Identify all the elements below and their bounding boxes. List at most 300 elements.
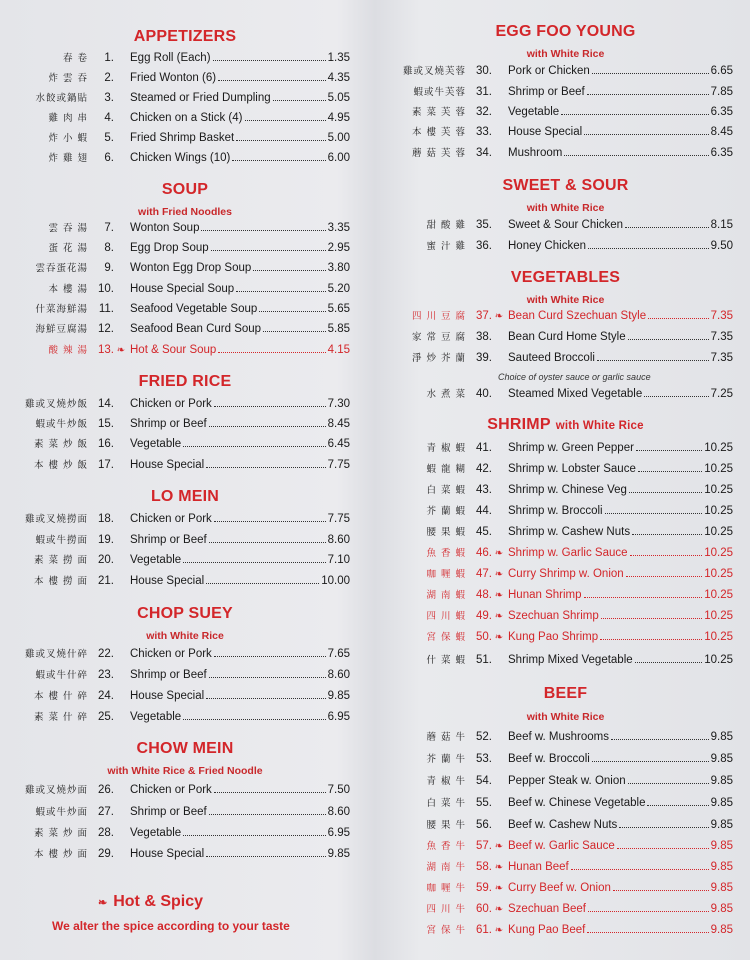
dot-leader xyxy=(588,248,709,249)
section-title-text: SHRIMP xyxy=(487,416,551,433)
menu-item xyxy=(20,70,350,88)
item-number: 23. xyxy=(98,669,114,681)
dot-leader xyxy=(561,114,708,115)
dot-leader xyxy=(644,396,708,397)
item-number: 55. xyxy=(476,797,492,809)
item-price: 2.95 xyxy=(327,242,350,254)
chili-pepper-icon: ❧ xyxy=(494,311,504,322)
item-number: 8. xyxy=(104,242,114,254)
chinese-name: 本 樓 什 碎 xyxy=(33,691,88,702)
item-price: 4.95 xyxy=(327,112,350,124)
item-name: Shrimp or Beef xyxy=(130,418,207,430)
dot-leader xyxy=(628,339,709,340)
section-title xyxy=(398,177,733,195)
chili-pepper-icon: ❧ xyxy=(494,841,504,852)
hot-spicy-label: Hot & Spicy xyxy=(113,893,204,910)
menu-item xyxy=(20,846,350,864)
item-name: House Special xyxy=(130,848,205,860)
chinese-name: 蘑 菇 牛 xyxy=(426,732,466,743)
dot-leader xyxy=(605,513,703,514)
chinese-name: 蝦或牛炒面 xyxy=(35,807,88,818)
item-number: 24. xyxy=(98,690,114,702)
dot-leader xyxy=(211,250,326,251)
item-name: Vegetable xyxy=(130,554,182,566)
menu-item xyxy=(398,440,733,458)
menu-item xyxy=(398,104,733,122)
chinese-name: 雞 肉 串 xyxy=(48,113,88,124)
item-number: 30. xyxy=(476,65,492,77)
chinese-name: 家 常 豆 腐 xyxy=(411,332,466,343)
item-name: Bean Curd Home Style xyxy=(508,331,626,343)
item-price: 10.25 xyxy=(704,463,733,475)
section-title xyxy=(20,181,350,199)
dot-leader xyxy=(214,406,326,407)
section-subtitle: with White Rice & Fried Noodle xyxy=(107,765,263,777)
item-price: 6.35 xyxy=(710,106,733,118)
chinese-name: 蝦或牛撈面 xyxy=(35,535,88,546)
chinese-name: 四 川 蝦 xyxy=(426,611,466,622)
item-number: 35. xyxy=(476,219,492,231)
chinese-name: 本 樓 炒 面 xyxy=(33,849,88,860)
item-number: 20. xyxy=(98,554,114,566)
item-number: 18. xyxy=(98,513,114,525)
chinese-name: 什菜海鮮湯 xyxy=(35,304,88,315)
item-price: 9.85 xyxy=(710,819,733,831)
menu-item xyxy=(20,321,350,339)
item-price: 5.85 xyxy=(327,323,350,335)
chinese-name: 水 煮 菜 xyxy=(426,389,466,400)
chili-pepper-icon: ❧ xyxy=(98,897,108,909)
dot-leader xyxy=(601,618,702,619)
menu-item xyxy=(20,436,350,454)
menu-item xyxy=(398,587,733,605)
dot-leader xyxy=(209,426,326,427)
item-price: 9.85 xyxy=(327,848,350,860)
section-title xyxy=(20,373,350,391)
dot-leader xyxy=(183,719,325,720)
menu-item xyxy=(398,545,733,563)
item-price: 8.45 xyxy=(327,418,350,430)
section-subtitle: with White Rice xyxy=(146,630,224,642)
chinese-name: 什 菜 蝦 xyxy=(426,655,466,666)
item-number: 7. xyxy=(104,222,114,234)
dot-leader xyxy=(218,80,326,81)
menu-item xyxy=(20,150,350,168)
item-name: Shrimp w. Garlic Sauce xyxy=(508,547,628,559)
chinese-name: 素 菜 炒 面 xyxy=(33,828,88,839)
menu-item xyxy=(398,922,733,940)
menu-item xyxy=(20,688,350,706)
dot-leader xyxy=(206,583,319,584)
item-number: 52. xyxy=(476,731,492,743)
item-number: 17. xyxy=(98,459,114,471)
item-name: Egg Drop Soup xyxy=(130,242,209,254)
item-price: 4.15 xyxy=(327,344,350,356)
item-name: Kung Pao Shrimp xyxy=(508,631,599,643)
menu-item xyxy=(20,240,350,258)
menu-item xyxy=(20,573,350,591)
item-price: 7.85 xyxy=(710,86,733,98)
item-number: 11. xyxy=(98,303,114,315)
menu-item xyxy=(398,63,733,81)
menu-item xyxy=(398,145,733,163)
item-price: 7.35 xyxy=(710,310,733,322)
item-name: Shrimp or Beef xyxy=(130,806,207,818)
item-price: 7.25 xyxy=(710,388,733,400)
dot-leader xyxy=(629,492,702,493)
item-name: Curry Shrimp w. Onion xyxy=(508,568,624,580)
item-number: 27. xyxy=(98,806,114,818)
item-price: 5.00 xyxy=(327,132,350,144)
item-price: 5.05 xyxy=(327,92,350,104)
menu-item xyxy=(398,329,733,347)
dot-leader xyxy=(183,446,325,447)
dot-leader xyxy=(209,814,326,815)
dot-leader xyxy=(613,890,709,891)
menu-item xyxy=(20,90,350,108)
chinese-name: 本 樓 芙 蓉 xyxy=(411,127,466,138)
item-name: Shrimp w. Green Pepper xyxy=(508,442,634,454)
section-subtitle: with White Rice xyxy=(526,294,605,306)
item-name: Vegetable xyxy=(508,106,560,118)
item-name: Kung Pao Beef xyxy=(508,924,586,936)
item-name: Vegetable xyxy=(130,827,182,839)
item-price: 10.25 xyxy=(704,547,733,559)
item-number: 61. xyxy=(476,924,492,936)
spice-note: We alter the spice according to your taste xyxy=(52,919,290,933)
item-name: Shrimp or Beef xyxy=(130,669,207,681)
chinese-name: 甜 酸 雞 xyxy=(426,220,466,231)
item-name: Shrimp w. Broccoli xyxy=(508,505,603,517)
section-title-text: APPETIZERS xyxy=(133,28,237,45)
menu-item xyxy=(20,50,350,68)
chinese-name: 素 菜 什 碎 xyxy=(33,712,88,723)
item-number: 21. xyxy=(98,575,114,587)
menu-item xyxy=(398,838,733,856)
section-title xyxy=(398,23,733,41)
dot-leader xyxy=(201,230,325,231)
item-number: 42. xyxy=(476,463,492,475)
item-name: Pork or Chicken xyxy=(508,65,590,77)
item-price: 9.85 xyxy=(327,690,350,702)
item-number: 10. xyxy=(98,283,114,295)
section-title xyxy=(20,740,350,758)
section-title-text: CHOP SUEY xyxy=(137,605,233,622)
chinese-name: 腰 果 牛 xyxy=(426,820,466,831)
chinese-name: 蘑 菇 芙 蓉 xyxy=(411,148,466,159)
dot-leader xyxy=(588,911,709,912)
chili-pepper-icon: ❧ xyxy=(494,904,504,915)
chinese-name: 酸 辣 湯 xyxy=(48,345,88,356)
item-price: 5.65 xyxy=(327,303,350,315)
item-number: 13. xyxy=(98,344,114,356)
dot-leader xyxy=(597,360,709,361)
item-price: 5.20 xyxy=(327,283,350,295)
dot-leader xyxy=(647,805,708,806)
chinese-name: 魚 香 牛 xyxy=(426,841,466,852)
item-name: Shrimp w. Chinese Veg xyxy=(508,484,627,496)
item-number: 58. xyxy=(476,861,492,873)
item-price: 9.85 xyxy=(710,903,733,915)
chinese-name: 青 椒 牛 xyxy=(426,776,466,787)
chili-pepper-icon: ❧ xyxy=(494,925,504,936)
item-name: Pepper Steak w. Onion xyxy=(508,775,626,787)
menu-item xyxy=(20,342,350,360)
item-number: 33. xyxy=(476,126,492,138)
dot-leader xyxy=(625,227,709,228)
menu-item xyxy=(20,511,350,529)
item-price: 10.25 xyxy=(704,631,733,643)
item-number: 43. xyxy=(476,484,492,496)
item-number: 40. xyxy=(476,388,492,400)
menu-item xyxy=(398,773,733,791)
section-title xyxy=(398,269,733,287)
item-number: 5. xyxy=(104,132,114,144)
chinese-name: 雞或叉燒芙蓉 xyxy=(402,66,466,77)
section-title xyxy=(20,28,350,46)
item-price: 6.35 xyxy=(710,147,733,159)
item-number: 31. xyxy=(476,86,492,98)
chinese-name: 蝦或牛芙蓉 xyxy=(413,87,466,98)
item-price: 9.85 xyxy=(710,840,733,852)
item-number: 1. xyxy=(104,52,114,64)
chinese-name: 四 川 豆 腐 xyxy=(411,311,466,322)
item-number: 19. xyxy=(98,534,114,546)
menu-item xyxy=(20,532,350,550)
menu-item xyxy=(398,524,733,542)
dot-leader xyxy=(209,677,326,678)
dot-leader xyxy=(584,134,708,135)
menu-item xyxy=(20,709,350,727)
item-number: 6. xyxy=(104,152,114,164)
item-number: 38. xyxy=(476,331,492,343)
item-name: Fried Shrimp Basket xyxy=(130,132,235,144)
menu-item xyxy=(20,110,350,128)
item-price: 8.60 xyxy=(327,806,350,818)
item-name: Bean Curd Szechuan Style xyxy=(508,310,647,322)
dot-leader xyxy=(592,761,709,762)
item-name: Shrimp or Beef xyxy=(130,534,207,546)
item-name: House Special xyxy=(130,459,205,471)
item-price: 10.25 xyxy=(704,442,733,454)
item-price: 10.25 xyxy=(704,610,733,622)
dot-leader xyxy=(632,534,702,535)
item-number: 34. xyxy=(476,147,492,159)
menu-item xyxy=(398,350,733,368)
item-number: 57. xyxy=(476,840,492,852)
chinese-name: 魚 香 蝦 xyxy=(426,548,466,559)
menu-item xyxy=(398,124,733,142)
menu-item xyxy=(398,817,733,835)
item-number: 36. xyxy=(476,240,492,252)
chinese-name: 宮 保 蝦 xyxy=(426,632,466,643)
dot-leader xyxy=(214,792,326,793)
dot-leader xyxy=(183,562,325,563)
dot-leader xyxy=(587,932,708,933)
chinese-name: 芥 蘭 牛 xyxy=(426,754,466,765)
dot-leader xyxy=(236,140,325,141)
section-title xyxy=(20,488,350,506)
item-name: Shrimp w. Lobster Sauce xyxy=(508,463,636,475)
menu-item xyxy=(398,652,733,670)
item-price: 6.95 xyxy=(327,827,350,839)
item-price: 3.35 xyxy=(327,222,350,234)
chili-pepper-icon: ❧ xyxy=(494,548,504,559)
menu-item xyxy=(20,667,350,685)
dot-leader xyxy=(636,450,702,451)
item-name: Vegetable xyxy=(130,438,182,450)
menu-item xyxy=(398,629,733,647)
chinese-name: 四 川 牛 xyxy=(426,904,466,915)
chili-pepper-icon: ❧ xyxy=(494,862,504,873)
item-number: 2. xyxy=(104,72,114,84)
item-price: 7.50 xyxy=(327,784,350,796)
item-name: Steamed Mixed Vegetable xyxy=(508,388,643,400)
section-subtitle: with White Rice xyxy=(555,420,644,432)
menu-item xyxy=(398,729,733,747)
menu-item xyxy=(20,130,350,148)
menu-item xyxy=(20,396,350,414)
dot-leader xyxy=(587,94,709,95)
item-name: Beef w. Chinese Vegetable xyxy=(508,797,646,809)
item-price: 8.15 xyxy=(710,219,733,231)
section-title-text: SOUP xyxy=(161,181,209,198)
item-number: 48. xyxy=(476,589,492,601)
item-price: 9.85 xyxy=(710,924,733,936)
section-title-text: FRIED RICE xyxy=(138,373,232,390)
dot-leader xyxy=(592,73,709,74)
dot-leader xyxy=(245,120,326,121)
chinese-name: 青 椒 蝦 xyxy=(426,443,466,454)
item-name: Seafood Bean Curd Soup xyxy=(130,323,262,335)
item-price: 9.85 xyxy=(710,731,733,743)
item-price: 9.85 xyxy=(710,775,733,787)
chinese-name: 炸 雞 翅 xyxy=(48,153,88,164)
item-number: 49. xyxy=(476,610,492,622)
item-number: 4. xyxy=(104,112,114,124)
chinese-name: 雞或叉燒什碎 xyxy=(24,649,88,660)
item-number: 25. xyxy=(98,711,114,723)
item-number: 60. xyxy=(476,903,492,915)
item-name: Hunan Shrimp xyxy=(508,589,582,601)
item-number: 12. xyxy=(98,323,114,335)
chili-pepper-icon: ❧ xyxy=(494,590,504,601)
item-price: 7.75 xyxy=(327,513,350,525)
item-number: 37. xyxy=(476,310,492,322)
item-name: Vegetable xyxy=(130,711,182,723)
dot-leader xyxy=(611,739,709,740)
item-name: Shrimp Mixed Vegetable xyxy=(508,654,633,666)
item-name: Seafood Vegetable Soup xyxy=(130,303,258,315)
item-number: 50. xyxy=(476,631,492,643)
item-number: 53. xyxy=(476,753,492,765)
chinese-name: 水餃或鍋貼 xyxy=(35,93,88,104)
dot-leader xyxy=(214,521,326,522)
menu-item xyxy=(398,901,733,919)
dot-leader xyxy=(648,318,709,319)
item-name: House Special xyxy=(130,575,205,587)
chinese-name: 雲 吞 湯 xyxy=(48,223,88,234)
dot-leader xyxy=(628,783,709,784)
item-name: House Special Soup xyxy=(130,283,235,295)
menu-item xyxy=(20,782,350,800)
item-number: 15. xyxy=(98,418,114,430)
chinese-name: 蝦或牛什碎 xyxy=(35,670,88,681)
dot-leader xyxy=(600,639,702,640)
item-price: 10.00 xyxy=(321,575,350,587)
item-price: 1.35 xyxy=(327,52,350,64)
hot-spicy-title xyxy=(98,893,203,911)
chili-pepper-icon: ❧ xyxy=(494,611,504,622)
section-title xyxy=(398,416,733,434)
section-title-text: LO MEIN xyxy=(150,488,220,505)
menu-item xyxy=(398,217,733,235)
item-name: Chicken or Pork xyxy=(130,513,212,525)
chinese-name: 宮 保 牛 xyxy=(426,925,466,936)
menu-item xyxy=(398,795,733,813)
item-price: 7.10 xyxy=(327,554,350,566)
chinese-name: 白 菜 蝦 xyxy=(426,485,466,496)
item-price: 6.65 xyxy=(710,65,733,77)
item-number: 46. xyxy=(476,547,492,559)
chinese-name: 蝦或牛炒飯 xyxy=(35,419,88,430)
chinese-name: 蝦 龍 糊 xyxy=(426,464,466,475)
item-price: 9.85 xyxy=(710,753,733,765)
section-title xyxy=(398,685,733,703)
item-name: Honey Chicken xyxy=(508,240,586,252)
item-name: Sweet & Sour Chicken xyxy=(508,219,624,231)
dot-leader xyxy=(635,662,703,663)
item-number: 28. xyxy=(98,827,114,839)
dot-leader xyxy=(214,656,326,657)
item-name: Wonton Egg Drop Soup xyxy=(130,262,252,274)
menu-item xyxy=(398,608,733,626)
item-price: 8.60 xyxy=(327,534,350,546)
dot-leader xyxy=(236,291,325,292)
item-price: 8.45 xyxy=(710,126,733,138)
menu-item xyxy=(20,260,350,278)
item-number: 47. xyxy=(476,568,492,580)
section-title-text: SWEET & SOUR xyxy=(502,177,629,194)
item-number: 16. xyxy=(98,438,114,450)
item-number: 3. xyxy=(104,92,114,104)
item-price: 9.50 xyxy=(710,240,733,252)
item-name: Mushroom xyxy=(508,147,563,159)
menu-item xyxy=(20,281,350,299)
menu-item xyxy=(20,646,350,664)
chinese-name: 本 樓 炒 飯 xyxy=(33,460,88,471)
item-name: Egg Roll (Each) xyxy=(130,52,211,64)
item-price: 10.25 xyxy=(704,505,733,517)
dot-leader xyxy=(209,542,326,543)
item-price: 7.35 xyxy=(710,331,733,343)
section-subtitle: with White Rice xyxy=(526,202,605,214)
item-price: 10.25 xyxy=(704,589,733,601)
item-number: 26. xyxy=(98,784,114,796)
chinese-name: 素 菜 撈 面 xyxy=(33,555,88,566)
item-price: 10.25 xyxy=(704,654,733,666)
section-title-text: EGG FOO YOUNG xyxy=(495,23,636,40)
item-name: Beef w. Cashew Nuts xyxy=(508,819,618,831)
chinese-name: 蛋 花 湯 xyxy=(48,243,88,254)
chinese-name: 咖 喱 牛 xyxy=(426,883,466,894)
item-name: Szechuan Beef xyxy=(508,903,587,915)
menu-item xyxy=(20,416,350,434)
dot-leader xyxy=(206,856,325,857)
item-name: Beef w. Broccoli xyxy=(508,753,590,765)
item-price: 10.25 xyxy=(704,568,733,580)
section-subtitle: with Fried Noodles xyxy=(138,206,232,218)
